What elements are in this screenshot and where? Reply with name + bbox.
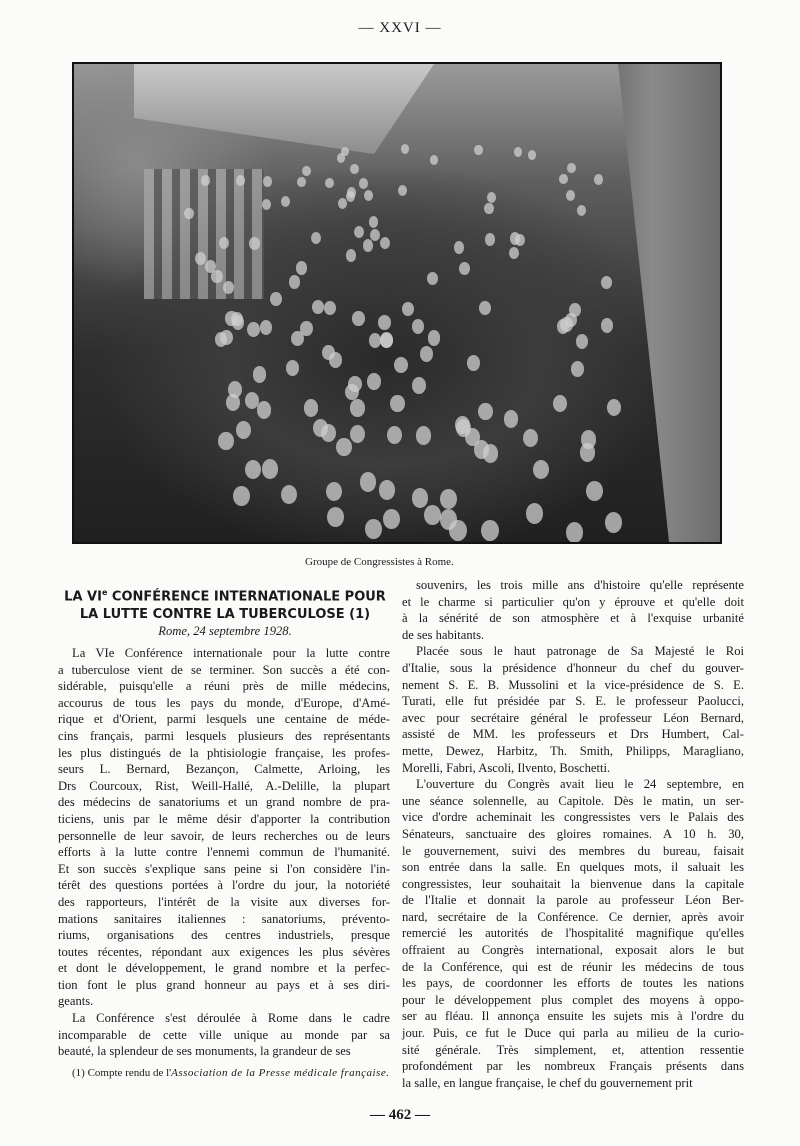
text-line: offraient au Congrès international, exposait alors le but	[402, 943, 744, 958]
text-line: incomparable de cette ville unique au monde par sa	[58, 1027, 390, 1042]
text-line: geants.	[58, 994, 94, 1009]
text-line: toutes récentes, répondant aux exigences les plus sévères	[58, 944, 390, 959]
text-line: des rapporteurs, l'intérêt de la visite aux diverses for-	[58, 894, 390, 909]
title-part: LA VI	[64, 589, 102, 605]
photo-caption: Groupe de Congressistes à Rome.	[305, 556, 454, 568]
text-line: une séance solennelle, au Capitole. Dès le matin, un ser-	[402, 793, 744, 808]
roman-folio: — XXVI —	[358, 20, 442, 36]
group-photograph	[72, 62, 722, 544]
text-line: personnelle de leur savoir, de leurs recherches ou de leurs	[58, 828, 390, 843]
text-line: mette, Dewez, Harbitz, Th. Smith, Philipps, Maragliano,	[402, 743, 744, 758]
text-line: sidérable, puisqu'elle a réuni près de mille médecins,	[58, 679, 390, 694]
text-line: a tuberculose vient de se terminer. Son succès a été con-	[58, 662, 390, 677]
title-part: CONFÉRENCE INTERNATIONALE POUR	[107, 589, 386, 605]
text-line: la salle, en langue française, le chef du gouvernement prit	[402, 1075, 693, 1090]
text-line: accourus de tous les pays du monde, d'Europe, d'Amé-	[58, 695, 390, 710]
text-line: Et son succès s'explique sans peine si l'on considère l'in-	[58, 861, 390, 876]
text-line: La Conférence s'est déroulée à Rome dans le cadre	[72, 1011, 390, 1026]
text-line: ticiens, unis par le même désir d'apporter la contribution	[58, 811, 390, 826]
text-line: le gouvernement, suivi des membres du bureau, faisait	[402, 843, 744, 858]
text-line: profondément par les nombreux Français présents dans	[402, 1059, 744, 1074]
text-line: Morelli, Fabri, Ascoli, Ilvento, Boschetti.	[402, 760, 611, 775]
text-line: L'ouverture du Congrès avait lieu le 24 septembre, en	[416, 777, 744, 792]
text-line: pour le développement plus complet des moyens à oppo-	[402, 992, 744, 1007]
text-line: riums, organisations des centres industriels, presque	[58, 928, 390, 943]
article-title	[60, 584, 390, 624]
text-line: des médecins de sanatoriums et un grand nombre de pra-	[58, 795, 390, 810]
text-line: rique et d'Orient, parmi lesquels une centaine de méde-	[58, 712, 390, 727]
text-line: de l'Italie et donnait la parole au professeur Léon Ber-	[402, 893, 744, 908]
text-line: congressistes, leur souhaitait la bienvenue dans la capitale	[402, 876, 744, 891]
text-line: souvenirs, les trois mille ans d'histoire qu'elle représente	[416, 578, 744, 592]
text-line: mations sanitaires italiennes : sanatoriums, prévento-	[58, 911, 390, 926]
text-line: Placée sous le haut patronage de Sa Majesté le Roi	[416, 644, 744, 659]
text-line: tion font le plus grand honneur au pays et à ses diri-	[58, 977, 390, 992]
text-line: à la sénérité de son atmosphère et à l'exquise urbanité	[402, 611, 744, 626]
text-line: de ses habitants.	[402, 627, 485, 642]
text-line: La VIe Conférence internationale pour la lutte contre	[72, 646, 390, 660]
text-line: remercié les autorités de l'hospitalité magnifique qu'elles	[402, 926, 744, 941]
text-line: vice d'ordre acheminait les congressistes vers le Palais des	[402, 810, 744, 825]
text-line: térêt des questions portées à l'ordre du jour, la notoriété	[58, 878, 390, 893]
footnote-source: Association de la Presse médicale française.	[171, 1067, 390, 1079]
text-line: Sénateurs, sanctuaire des gloires romaines. A 10 h. 30,	[402, 826, 744, 841]
text-line: beauté, la splendeur de ses monuments, la grandeur de ses	[58, 1044, 351, 1059]
dateline: Rome, 24 septembre 1928.	[158, 624, 292, 638]
text-line: jour. Puis, ce fut le Duce qui parla au milieu de la curio-	[402, 1026, 744, 1041]
text-line: les plus distingués de la phtisiologie française, les profes-	[58, 745, 390, 760]
text-line: nard, secrétaire de la Conférence. Ce dernier, après avoir	[402, 909, 744, 924]
text-line: assisté de MM. les professeurs et Drs Humbert, Cal-	[402, 727, 744, 742]
text-line: ser au fléau. Il annonça ensuite les sujets mis à l'ordre du	[402, 1009, 744, 1024]
text-line: efforts à la lutte contre l'ennemi commun de l'humanité.	[58, 845, 390, 860]
text-line: nement S. E. B. Mussolini et la vice-présidence de S. E.	[402, 677, 744, 692]
title-line-2: LA LUTTE CONTRE LA TUBERCULOSE (1)	[79, 607, 371, 623]
text-line: avec pour secrétaire général le professeur Léon Bernard,	[402, 710, 744, 725]
title-superscript: e	[101, 588, 108, 597]
footnote-text: (1) Compte rendu de l'	[72, 1067, 172, 1079]
text-line: son entrée dans la salle. En quelques mots, il saluait les	[402, 860, 744, 875]
page-number: — 462 —	[370, 1107, 430, 1123]
text-line: les pays, de coordonner les efforts de toutes les nations	[402, 976, 744, 991]
text-line: cins français, parmi lesquels plusieurs des représentants	[58, 728, 390, 743]
left-column	[58, 645, 390, 1060]
right-column	[402, 577, 744, 1091]
text-line: de la Conférence, qui est de réunir les médecins de tous	[402, 959, 744, 974]
text-line: et le charme si particulier qu'on y éprouve et qu'elle doit	[402, 594, 744, 609]
text-line: et dont le développement, le grand nombre et la perfec-	[58, 961, 390, 976]
text-line: d'Italie, sous la présidence d'honneur du chef du gouver-	[402, 660, 744, 675]
text-line: Drs Courcoux, Rist, Weill-Hallé, A.-Delille, la plupart	[58, 778, 390, 793]
text-line: Turati, elle fut présidée par S. E. le professeur Paolucci,	[402, 694, 744, 709]
text-line: sité générale. Très simplement, et, attention ressentie	[402, 1042, 744, 1057]
text-line: seurs L. Bernard, Bezançon, Calmette, Arloing, les	[58, 762, 390, 777]
footnote	[72, 1066, 392, 1080]
